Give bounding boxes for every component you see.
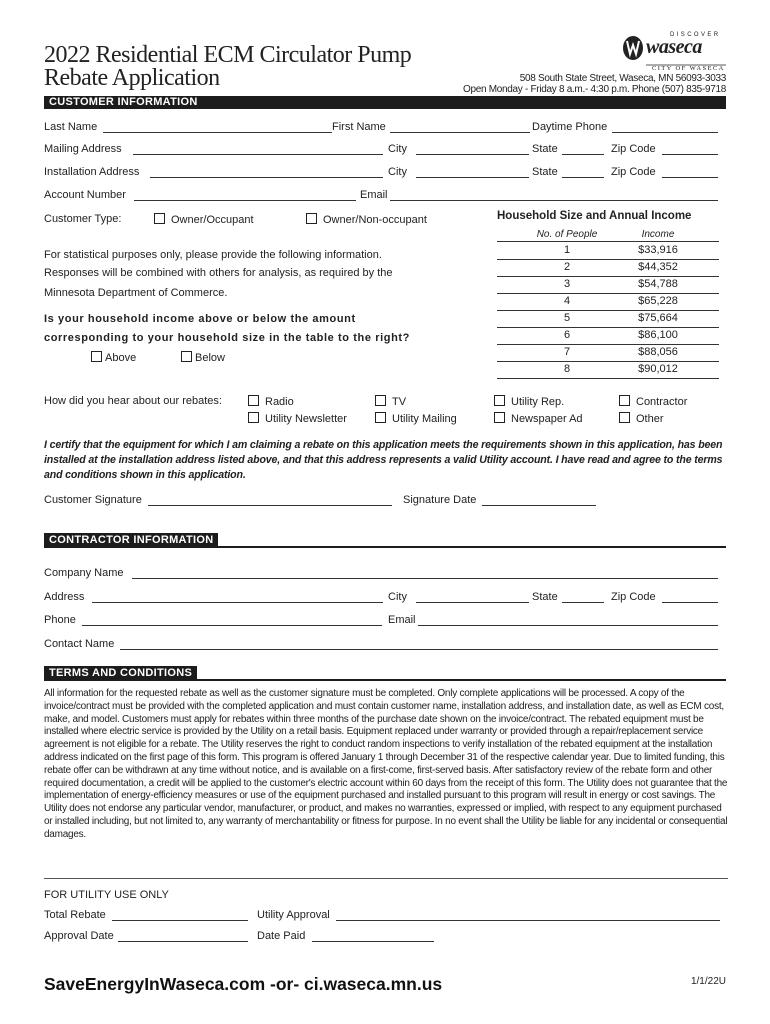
approval-date-label: Approval Date (44, 930, 114, 942)
income-above-option[interactable] (91, 351, 136, 364)
form-title (44, 44, 411, 90)
approval-date-field[interactable] (118, 941, 248, 942)
tv-label: TV (392, 396, 407, 408)
heard-utility-rep[interactable] (494, 395, 564, 408)
customer-email-label: Email (360, 189, 388, 201)
signature-date-label: Signature Date (403, 494, 477, 506)
customer-email-field[interactable] (390, 200, 718, 201)
customer-signature-field[interactable] (148, 505, 392, 506)
utility-approval-label: Utility Approval (257, 909, 330, 921)
radio-label: Radio (265, 396, 294, 408)
footer-websites: SaveEnergyInWaseca.com -or- ci.waseca.mn.us (44, 974, 443, 994)
install-city-label: City (388, 166, 407, 178)
mailing-address-field[interactable] (133, 154, 383, 155)
contractor-state-label: State (532, 591, 558, 603)
utility-rep-label: Utility Rep. (511, 396, 565, 408)
logo-discover: DISCOVER (670, 32, 721, 38)
contact-name-label: Contact Name (44, 638, 115, 650)
form-title-line1: 2022 Residential ECM Circulator Pump (44, 42, 412, 68)
account-number-label: Account Number (44, 189, 126, 201)
heard-newspaper-ad[interactable] (494, 412, 583, 425)
household-income-cell: $65,228 (638, 295, 678, 307)
contractor-city-label: City (388, 591, 407, 603)
contractor-state-field[interactable] (562, 602, 604, 603)
contractor-checkbox[interactable] (619, 395, 630, 406)
contractor-section-title: CONTRACTOR INFORMATION (44, 533, 218, 548)
customer-type-label: Customer Type: (44, 213, 122, 225)
date-paid-field[interactable] (312, 941, 434, 942)
below-label: Below (195, 352, 225, 364)
certification-statement: I certify that the equipment for which I am claiming a rebate on this application meets the requirements shown in this application, has been installed at the installation address listed above, and that this address represents a valid Utility account. I have read and agree to the terms and conditions shown in this application. (44, 439, 723, 481)
tv-checkbox[interactable] (375, 395, 386, 406)
installation-address-field[interactable] (150, 177, 383, 178)
utility-use-title: FOR UTILITY USE ONLY (44, 889, 169, 901)
install-state-field[interactable] (562, 177, 604, 178)
signature-date-field[interactable] (482, 505, 596, 506)
utility-mailing-checkbox[interactable] (375, 412, 386, 423)
contractor-zip-field[interactable] (662, 602, 718, 603)
account-number-field[interactable] (134, 200, 356, 201)
heard-utility-newsletter[interactable] (248, 412, 347, 425)
company-name-label: Company Name (44, 567, 124, 579)
owner-nonoccupant-option[interactable] (306, 213, 427, 226)
household-row (497, 260, 719, 277)
installation-address-label: Installation Address (44, 166, 140, 178)
household-row (497, 277, 719, 294)
contractor-city-field[interactable] (416, 602, 529, 603)
household-row (497, 362, 719, 379)
owner-nonoccupant-checkbox[interactable] (306, 213, 317, 224)
contractor-phone-field[interactable] (82, 625, 382, 626)
below-checkbox[interactable] (181, 351, 192, 362)
statistical-line2: Responses will be combined with others for analysis, as required by the (44, 267, 393, 279)
total-rebate-field[interactable] (112, 920, 248, 921)
total-rebate-label: Total Rebate (44, 909, 106, 921)
mailing-zip-field[interactable] (662, 154, 718, 155)
logo-wordmark: waseca (646, 36, 702, 58)
household-income-cell: $44,352 (638, 261, 678, 273)
heard-other[interactable] (619, 412, 664, 425)
contact-name-field[interactable] (120, 649, 718, 650)
owner-nonoccupant-label: Owner/Non-occupant (323, 214, 427, 226)
household-people-cell: 8 (563, 363, 571, 375)
household-income-cell: $86,100 (638, 329, 678, 341)
newspaper-ad-checkbox[interactable] (494, 412, 505, 423)
other-label: Other (636, 413, 664, 425)
first-name-field[interactable] (390, 132, 530, 133)
household-income-cell: $90,012 (638, 363, 678, 375)
household-people-cell: 1 (563, 244, 571, 256)
terms-section-header (44, 666, 726, 681)
newspaper-ad-label: Newspaper Ad (511, 413, 583, 425)
mailing-state-field[interactable] (562, 154, 604, 155)
heard-contractor[interactable] (619, 395, 687, 408)
daytime-phone-field[interactable] (612, 132, 718, 133)
utility-divider (44, 878, 728, 879)
owner-occupant-label: Owner/Occupant (171, 214, 254, 226)
form-title-line2: Rebate Application (44, 65, 220, 91)
income-below-option[interactable] (181, 351, 225, 364)
utility-rep-checkbox[interactable] (494, 395, 505, 406)
income-question-line2: corresponding to your household size in the table to the right? (44, 332, 410, 344)
household-people-cell: 5 (563, 312, 571, 324)
household-col-income: Income (641, 229, 675, 240)
contractor-email-field[interactable] (418, 625, 718, 626)
above-checkbox[interactable] (91, 351, 102, 362)
statistical-line1: For statistical purposes only, please provide the following information. (44, 249, 382, 261)
heard-label: How did you hear about our rebates: (44, 395, 222, 407)
household-col-people: No. of People (536, 229, 598, 240)
install-city-field[interactable] (416, 177, 529, 178)
customer-section-title: CUSTOMER INFORMATION (49, 96, 198, 108)
above-label: Above (105, 352, 137, 364)
owner-occupant-checkbox[interactable] (154, 213, 165, 224)
contractor-address-field[interactable] (92, 602, 383, 603)
household-income-cell: $54,788 (638, 278, 678, 290)
household-people-cell: 3 (563, 278, 571, 290)
date-paid-label: Date Paid (257, 930, 306, 942)
logo-city: CITY OF WASECA (652, 65, 725, 72)
contractor-phone-label: Phone (44, 614, 76, 626)
contractor-section-header (44, 533, 726, 548)
contractor-address-label: Address (44, 591, 85, 603)
utility-approval-field[interactable] (336, 920, 720, 921)
income-question-line1: Is your household income above or below the amount (44, 313, 356, 325)
owner-occupant-option[interactable] (154, 213, 254, 226)
terms-text: All information for the requested rebate as well as the customer signature must be completed. Only complete applications will be processed. A copy of the invoice/contract must be provided with the completed application and must contain customer name, installation address, and installation date, as well as ECM cost, make, and model. Customers must apply for rebates within three months of the purchase date shown on the invoice/contract. The rebated equipment must be installed where electric service is provided by the Utility on a retail basis. Equipment replaced under warranty or provided through a repair/replacement service agreement is not eligible for a rebate. The Utility reserves the right to conduct random inspections to verify installation of the rebated equipment at the installation address indicated on the first page of this form. This program is offered January 1 through December 31 of the respective calendar year. Due to limited funding, this rebate offer can be withdrawn at any time without notice, and is available on a first-come, first-served basis. After satisfactory review of the rebate form and other required documentation, a credit will be applied to the customer's electric account within 60 days from the receipt of this form. The Utility does not guarantee that the implementation of energy-efficiency measures or use of the equipment purchased and installed pursuant to this program will result in energy or cost savings. The Utility does not endorse any particular vendor, manufacturer, or product, and makes no warranties, expressed or implied, with respect to any equipment purchased or installed including, but not limited to, any warranty of merchantability or fitness for purpose. In no event shall the Utility be liable for any incidental or consequential damages. (44, 688, 728, 840)
contractor-email-label: Email (388, 614, 416, 626)
first-name-label: First Name (332, 121, 386, 133)
household-income-cell: $33,916 (638, 244, 678, 256)
household-header-divider (497, 241, 719, 242)
contractor-zip-label: Zip Code (611, 591, 656, 603)
mailing-zip-label: Zip Code (611, 143, 656, 155)
terms-section-title: TERMS AND CONDITIONS (44, 666, 197, 681)
household-row (497, 345, 719, 362)
heard-radio[interactable] (248, 395, 294, 408)
mailing-address-label: Mailing Address (44, 143, 122, 155)
install-state-label: State (532, 166, 558, 178)
customer-section-header (44, 96, 726, 109)
household-row (497, 243, 719, 260)
mailing-state-label: State (532, 143, 558, 155)
heard-utility-mailing[interactable] (375, 412, 457, 425)
address-line2: Open Monday - Friday 8 a.m.- 4:30 p.m. Phone (507) 835-9718 (462, 84, 726, 95)
heard-tv[interactable] (375, 395, 406, 408)
mailing-city-field[interactable] (416, 154, 529, 155)
utility-address (463, 73, 726, 95)
utility-newsletter-label: Utility Newsletter (265, 413, 347, 425)
last-name-field[interactable] (103, 132, 332, 133)
utility-mailing-label: Utility Mailing (392, 413, 457, 425)
address-line1: 508 South State Street, Waseca, MN 56093-3033 (519, 73, 726, 84)
household-income-cell: $75,664 (638, 312, 678, 324)
radio-checkbox[interactable] (248, 395, 259, 406)
mailing-city-label: City (388, 143, 407, 155)
household-people-cell: 2 (563, 261, 571, 273)
form-revision: 1/1/22U (690, 976, 726, 987)
customer-signature-label: Customer Signature (44, 494, 142, 506)
other-checkbox[interactable] (619, 412, 630, 423)
household-people-cell: 4 (563, 295, 571, 307)
city-logo (622, 32, 726, 72)
last-name-label: Last Name (44, 121, 98, 133)
household-people-cell: 6 (563, 329, 571, 341)
utility-newsletter-checkbox[interactable] (248, 412, 259, 423)
household-row (497, 311, 719, 328)
household-income-cell: $88,056 (638, 346, 678, 358)
statistical-line3: Minnesota Department of Commerce. (44, 287, 228, 299)
daytime-phone-label: Daytime Phone (532, 121, 608, 133)
household-table-title: Household Size and Annual Income (497, 210, 692, 222)
household-row (497, 294, 719, 311)
install-zip-field[interactable] (662, 177, 718, 178)
contractor-label: Contractor (636, 396, 688, 408)
company-name-field[interactable] (132, 578, 718, 579)
install-zip-label: Zip Code (611, 166, 656, 178)
household-people-cell: 7 (563, 346, 571, 358)
household-row (497, 328, 719, 345)
